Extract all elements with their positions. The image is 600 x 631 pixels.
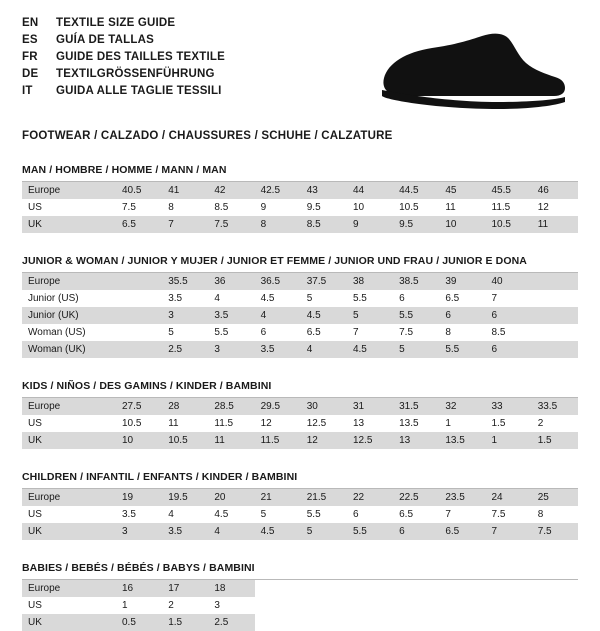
- cell-empty: [532, 614, 578, 631]
- section-man: [22, 164, 578, 233]
- row-label: US: [28, 600, 42, 611]
- section-title: CHILDREN / INFANTIL / ENFANTS / KINDER / BAMBINI: [22, 471, 578, 489]
- language-title: TEXTILGRÖSSENFÜHRUNG: [56, 68, 215, 80]
- row-label: US: [28, 202, 42, 213]
- cell: 2: [168, 600, 174, 611]
- language-code: IT: [22, 85, 33, 97]
- table-row: [22, 432, 578, 449]
- language-row: [22, 67, 225, 82]
- cell: 5: [306, 293, 313, 304]
- table-row: [22, 182, 578, 199]
- cell: 5: [301, 523, 347, 540]
- cell: 23.5: [439, 489, 485, 506]
- cell: 4: [168, 509, 174, 520]
- cell: 4.5: [255, 523, 301, 540]
- cell: 6.5: [439, 523, 485, 540]
- row-label: Europe: [22, 182, 116, 199]
- cell-empty: [347, 580, 393, 597]
- cell: [532, 324, 578, 341]
- cell-empty: [255, 580, 301, 597]
- cell: 40: [486, 273, 532, 290]
- cell-empty: [486, 614, 532, 631]
- language-title: GUIDE DES TAILLES TEXTILE: [56, 51, 225, 63]
- cell: 4: [214, 293, 220, 304]
- cell: 12.5: [306, 418, 327, 429]
- cell: 6: [399, 293, 405, 304]
- cell: 10.5: [162, 432, 208, 449]
- cell: 6.5: [399, 509, 414, 520]
- cell: 10: [439, 216, 485, 233]
- cell: 11: [445, 202, 456, 213]
- cell: 6: [486, 307, 532, 324]
- cell: 8.5: [214, 202, 229, 213]
- cell: 8: [255, 216, 301, 233]
- cell: 1: [445, 418, 451, 429]
- cell: 41: [162, 182, 208, 199]
- size-table: [22, 489, 578, 540]
- cell: 36: [208, 273, 254, 290]
- cell: 5.5: [393, 307, 439, 324]
- cell: 9.5: [393, 216, 439, 233]
- row-label: Europe: [22, 398, 116, 415]
- cell-empty: [301, 614, 347, 631]
- language-titles: [22, 16, 225, 99]
- table-row: [22, 216, 578, 233]
- table-row: [22, 290, 578, 307]
- table-row: [22, 398, 578, 415]
- cell: [116, 341, 162, 358]
- row-label: US: [28, 418, 42, 429]
- table-row: [22, 523, 578, 540]
- size-table: [22, 273, 578, 358]
- cell: 33.5: [532, 398, 578, 415]
- cell: 29.5: [255, 398, 301, 415]
- cell: 0.5: [116, 614, 162, 631]
- cell: 45: [439, 182, 485, 199]
- cell: 44: [347, 182, 393, 199]
- table-row: [22, 273, 578, 290]
- cell: 42: [208, 182, 254, 199]
- cell: 43: [301, 182, 347, 199]
- cell: 6.5: [116, 216, 162, 233]
- cell: 5.5: [214, 327, 229, 338]
- cell: 11: [208, 432, 254, 449]
- cell-empty: [255, 614, 301, 631]
- cell: 22.5: [393, 489, 439, 506]
- cell: 39: [439, 273, 485, 290]
- section-title: MAN / HOMBRE / HOMME / MANN / MAN: [22, 164, 578, 182]
- cell: 8: [537, 509, 544, 520]
- cell: 5.5: [352, 293, 367, 304]
- row-label: Europe: [22, 273, 116, 290]
- cell: 6: [486, 341, 532, 358]
- row-label: Europe: [22, 489, 116, 506]
- cell: [116, 290, 162, 307]
- cell: 9.5: [306, 202, 321, 213]
- cell: 16: [116, 580, 162, 597]
- language-row: [22, 50, 225, 65]
- cell: 13.5: [399, 418, 419, 429]
- cell: 5.5: [347, 523, 393, 540]
- cell: 4: [301, 341, 347, 358]
- cell: 3.5: [162, 523, 208, 540]
- section-title: JUNIOR & WOMAN / JUNIOR Y MUJER / JUNIOR ET FEMME / JUNIOR UND FRAU / JUNIOR E DONA: [22, 255, 578, 273]
- section-kids: [22, 380, 578, 449]
- cell: 37.5: [301, 273, 347, 290]
- cell: 8: [445, 327, 451, 338]
- row-label: US: [28, 509, 42, 520]
- cell: 4.5: [347, 341, 393, 358]
- cell: 11.5: [255, 432, 301, 449]
- cell: 4: [208, 523, 254, 540]
- cell: 3.5: [255, 341, 301, 358]
- cell: 3.5: [168, 293, 183, 304]
- cell: 10: [352, 202, 365, 213]
- cell: 36.5: [255, 273, 301, 290]
- language-code: EN: [22, 17, 39, 29]
- cell: 12: [301, 432, 347, 449]
- language-code: FR: [22, 51, 38, 63]
- size-table: [22, 398, 578, 449]
- cell: 10.5: [399, 202, 419, 213]
- language-row: [22, 16, 225, 31]
- cell: 5: [260, 509, 267, 520]
- table-row: [22, 614, 578, 631]
- cell: 13: [352, 418, 365, 429]
- language-row: [22, 33, 225, 48]
- table-row: [22, 307, 578, 324]
- cell: 3: [214, 600, 220, 611]
- cell: 44.5: [393, 182, 439, 199]
- cell: 7: [491, 293, 498, 304]
- cell: 40.5: [116, 182, 162, 199]
- cell: 5: [347, 307, 393, 324]
- size-table: [22, 182, 578, 233]
- cell: 1.5: [162, 614, 208, 631]
- row-label: Junior (UK): [22, 307, 116, 324]
- cell: 7.5: [532, 523, 578, 540]
- cell: 5: [168, 327, 174, 338]
- cell: 9: [347, 216, 393, 233]
- cell: 13.5: [439, 432, 485, 449]
- cell: 19.5: [162, 489, 208, 506]
- row-label: Woman (US): [28, 327, 86, 338]
- language-title: TEXTILE SIZE GUIDE: [56, 17, 176, 29]
- cell: 38.5: [393, 273, 439, 290]
- cell: 4.5: [260, 293, 275, 304]
- cell: 32: [439, 398, 485, 415]
- row-label: Junior (US): [28, 293, 79, 304]
- cell: 6: [439, 307, 485, 324]
- cell: 3: [116, 523, 162, 540]
- cell: 1.5: [532, 432, 578, 449]
- cell: 17: [162, 580, 208, 597]
- row-label: UK: [22, 523, 116, 540]
- cell: 3: [208, 341, 254, 358]
- section-junior-woman: [22, 255, 578, 358]
- cell: 2: [537, 418, 544, 429]
- cell: 21.5: [301, 489, 347, 506]
- cell: 7: [486, 523, 532, 540]
- cell: [116, 324, 162, 341]
- language-title: GUÍA DE TALLAS: [56, 34, 154, 46]
- cell: 6: [393, 523, 439, 540]
- cell: 10.5: [122, 418, 142, 429]
- cell: 9: [260, 202, 267, 213]
- cell: 12: [260, 418, 272, 429]
- cell: 8.5: [491, 327, 506, 338]
- cell: [116, 307, 162, 324]
- language-code: DE: [22, 68, 39, 80]
- cell: 10: [116, 432, 162, 449]
- cell: 28.5: [208, 398, 254, 415]
- cell: 22: [347, 489, 393, 506]
- cell: 2.5: [162, 341, 208, 358]
- table-row: [22, 199, 578, 216]
- cell: 10.5: [486, 216, 532, 233]
- cell: 7: [445, 509, 451, 520]
- cell: 8.5: [301, 216, 347, 233]
- row-label: UK: [22, 614, 116, 631]
- cell: 11.5: [491, 202, 511, 213]
- cell: 1.5: [491, 418, 506, 429]
- cell: 12: [537, 202, 549, 213]
- cell: [116, 273, 162, 290]
- size-table: [22, 580, 578, 631]
- cell: 31: [347, 398, 393, 415]
- cell-empty: [393, 614, 439, 631]
- cell: 2.5: [208, 614, 254, 631]
- cell: 5.5: [439, 341, 485, 358]
- cell: 12.5: [347, 432, 393, 449]
- section-title: KIDS / NIÑOS / DES GAMINS / KINDER / BAMBINI: [22, 380, 578, 398]
- cell-empty: [439, 580, 485, 597]
- cell: 28: [162, 398, 208, 415]
- cell: 1: [486, 432, 532, 449]
- cell: 7.5: [208, 216, 254, 233]
- cell: 6.5: [445, 293, 460, 304]
- section-children: [22, 471, 578, 540]
- cell: 33: [486, 398, 532, 415]
- cell: [532, 341, 578, 358]
- cell: 7: [352, 327, 359, 338]
- cell: 4: [255, 307, 301, 324]
- cell: 1: [122, 600, 128, 611]
- cell-empty: [532, 580, 578, 597]
- row-label: Woman (UK): [22, 341, 116, 358]
- cell: 35.5: [162, 273, 208, 290]
- row-label: UK: [22, 432, 116, 449]
- cell: 11.5: [214, 418, 234, 429]
- cell: 6.5: [306, 327, 321, 338]
- cell: 21: [255, 489, 301, 506]
- cell: 3.5: [208, 307, 254, 324]
- cell: 18: [208, 580, 254, 597]
- cell: 13: [393, 432, 439, 449]
- cell: 38: [347, 273, 393, 290]
- cell: 3: [162, 307, 208, 324]
- section-title: BABIES / BEBÉS / BÉBÉS / BABYS / BAMBINI: [22, 562, 578, 580]
- cell: 5.5: [306, 509, 321, 520]
- cell: [532, 290, 578, 307]
- cell: 7.5: [122, 202, 136, 213]
- cell: 45.5: [486, 182, 532, 199]
- cell-empty: [439, 614, 485, 631]
- cell: 25: [532, 489, 578, 506]
- cell: 27.5: [116, 398, 162, 415]
- cell-empty: [393, 580, 439, 597]
- cell: 7: [162, 216, 208, 233]
- cell: 24: [486, 489, 532, 506]
- row-label: Europe: [22, 580, 116, 597]
- cell: 11: [532, 216, 578, 233]
- cell: 7.5: [399, 327, 414, 338]
- cell: 46: [532, 182, 578, 199]
- table-row: [22, 415, 578, 432]
- table-row: [22, 580, 578, 597]
- table-row: [22, 489, 578, 506]
- cell-empty: [301, 580, 347, 597]
- row-label: UK: [22, 216, 116, 233]
- language-row: [22, 84, 225, 99]
- cell: 3.5: [122, 509, 136, 520]
- cell: 30: [301, 398, 347, 415]
- cell: 4.5: [214, 509, 229, 520]
- section-babies: [22, 562, 578, 631]
- cell: [532, 273, 578, 290]
- cell: 4.5: [301, 307, 347, 324]
- cell: 6: [260, 327, 267, 338]
- page-header: [22, 16, 578, 116]
- category-heading: FOOTWEAR / CALZADO / CHAUSSURES / SCHUHE / CALZATURE: [22, 130, 393, 142]
- cell: 42.5: [255, 182, 301, 199]
- cell: 11: [168, 418, 179, 429]
- language-code: ES: [22, 34, 38, 46]
- cell: 8: [168, 202, 174, 213]
- cell: 5: [393, 341, 439, 358]
- table-row: [22, 324, 578, 341]
- dress-shoe-icon: [378, 30, 568, 116]
- cell: 7.5: [491, 509, 506, 520]
- table-row: [22, 341, 578, 358]
- cell-empty: [486, 580, 532, 597]
- cell: 20: [208, 489, 254, 506]
- table-row: [22, 506, 578, 523]
- cell-empty: [347, 614, 393, 631]
- cell: 19: [116, 489, 162, 506]
- cell: 6: [352, 509, 359, 520]
- cell: 31.5: [393, 398, 439, 415]
- cell: [532, 307, 578, 324]
- language-title: GUIDA ALLE TAGLIE TESSILI: [56, 85, 222, 97]
